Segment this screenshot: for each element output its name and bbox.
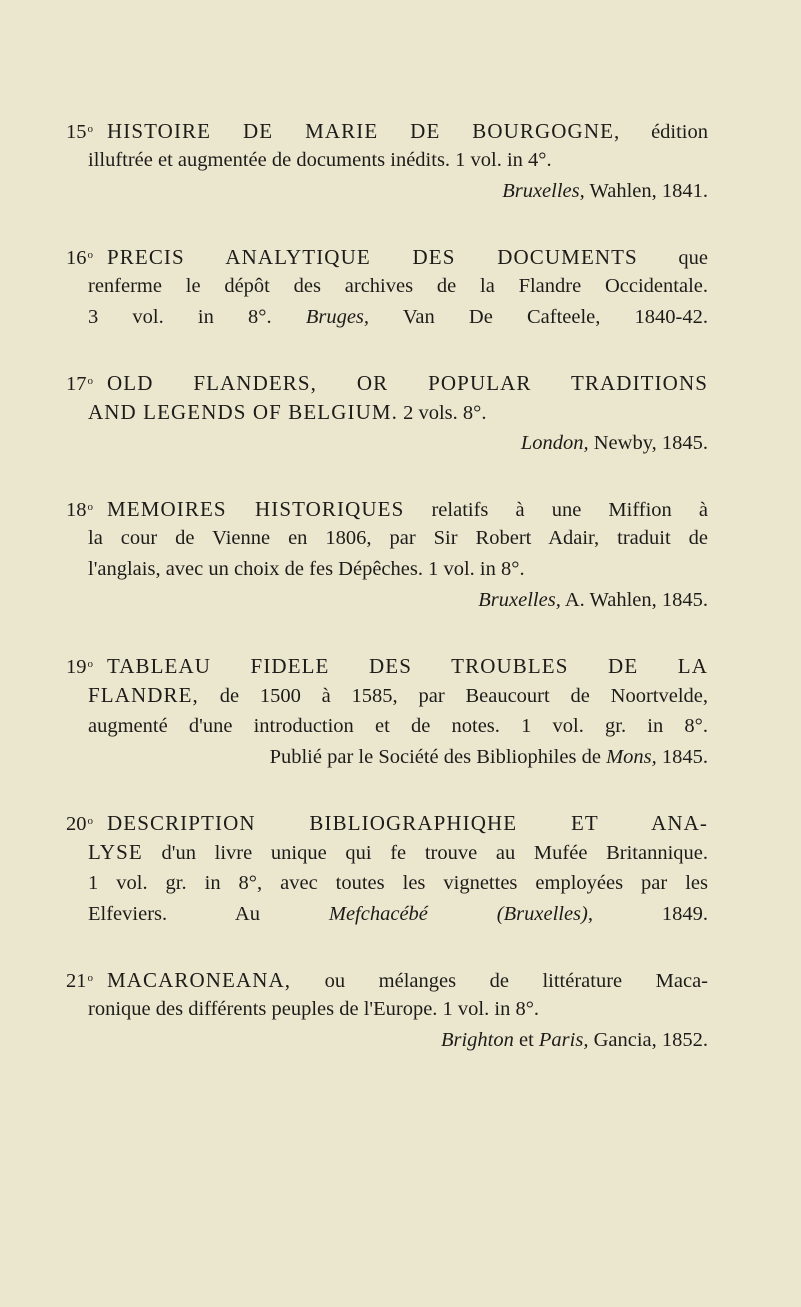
entry-20 — [0, 806, 801, 930]
entry-number: 18$^o$ — [66, 499, 93, 521]
entry-imprint — [0, 585, 801, 616]
entry-number: 17$^o$ — [66, 373, 93, 395]
entry-heading — [0, 806, 708, 837]
entry-number: 20$^o$ — [66, 813, 93, 835]
entry-16 — [0, 240, 801, 333]
entry-line: la cour de Vienne en 1806, par Sir Robert Adair, traduit de — [88, 527, 708, 549]
imprint-rest: Newby, 1845. — [593, 432, 708, 454]
entry-line: illuftrée et augmentée de documents inédits. 1 vol. in 4°. — [88, 149, 552, 171]
entry-imprint — [0, 899, 708, 930]
entry-imprint — [0, 1025, 801, 1056]
imprint-rest: 1849. — [661, 903, 709, 925]
imprint-rest: Van De Cafteele, 1840-42. — [402, 306, 709, 328]
entry-18 — [0, 492, 801, 616]
imprint-prefix: 3 vol. in 8°. — [88, 306, 272, 328]
entry-21 — [0, 963, 801, 1056]
entry-imprint — [0, 302, 708, 333]
imprint-rest: 1845. — [661, 746, 708, 768]
entry-heading — [0, 649, 708, 680]
imprint-place: London, — [520, 432, 589, 454]
imprint-rest: Gancia, 1852. — [593, 1029, 708, 1051]
imprint-place-2: Brighton — [440, 1029, 514, 1051]
entry-title-rest: de 1500 à 1585, par Beaucourt de Noortvelde, — [219, 685, 709, 707]
entry-title-rest: d'un livre unique qui fe trouve au Mufée Britannique. — [161, 842, 709, 864]
entry-line: 1 vol. gr. in 8°, avec toutes les vignettes employées par les — [88, 872, 708, 894]
entry-title: MEMOIRES HISTORIQUES — [107, 497, 405, 521]
imprint-place: Bruxelles, — [478, 589, 561, 611]
imprint-rest: Wahlen, 1841. — [589, 180, 708, 202]
imprint-place: Mefchacébé (Bruxelles), — [328, 903, 593, 925]
imprint-place: Mons, — [606, 746, 657, 768]
entry-line: l'anglais, avec un choix de fes Dépêches. 1 vol. in 8°. — [88, 558, 525, 580]
entry-title-rest: édition — [651, 121, 708, 143]
entry-line — [0, 680, 708, 711]
entry-heading — [0, 114, 708, 145]
entry-line — [0, 837, 708, 868]
imprint-and: et — [518, 1029, 534, 1051]
imprint-rest: A. Wahlen, 1845. — [564, 589, 708, 611]
entry-heading — [0, 492, 708, 523]
entry-title: OLD FLANDERS, OR POPULAR TRADITIONS — [107, 371, 708, 395]
entry-title: MACARONEANA, — [107, 968, 292, 992]
imprint-prefix: Publié par le Société des Bibliophiles de — [269, 746, 601, 768]
entry-heading — [0, 963, 708, 994]
entry-line: renferme le dépôt des archives de la Flandre Occidentale. — [88, 275, 708, 297]
entry-number: 15$^o$ — [66, 121, 93, 143]
entry-title-rest: relatifs à une Miffion à — [431, 499, 709, 521]
entry-title-rest: 2 vols. 8°. — [403, 402, 487, 424]
entry-title-rest: ou mélanges de littérature Maca- — [324, 970, 708, 992]
entry-line — [0, 397, 801, 428]
entry-imprint — [0, 428, 801, 459]
entry-title-cont: AND LEGENDS OF BELGIUM. — [88, 400, 398, 424]
entry-heading — [0, 366, 708, 397]
entry-title: HISTOIRE DE MARIE DE BOURGOGNE, — [107, 119, 621, 143]
entry-19 — [0, 649, 801, 773]
entry-15 — [0, 114, 801, 207]
imprint-pre: Au — [234, 903, 260, 925]
entry-number: 21$^o$ — [66, 970, 93, 992]
entry-line: augmenté d'une introduction et de notes. 1 vol. gr. in 8°. — [88, 715, 708, 737]
entry-number: 16$^o$ — [66, 247, 93, 269]
entry-title-rest: que — [678, 247, 708, 269]
imprint-place: Bruxelles, — [502, 180, 585, 202]
entry-imprint — [0, 742, 801, 773]
entry-17 — [0, 366, 801, 459]
entry-title-cont: FLANDRE, — [88, 683, 199, 707]
entry-line: ronique des différents peuples de l'Europe. 1 vol. in 8°. — [88, 998, 540, 1020]
entry-number: 19$^o$ — [66, 656, 93, 678]
entry-title-cont: LYSE — [88, 840, 143, 864]
entry-imprint — [0, 176, 801, 207]
imprint-place: Bruges, — [305, 306, 370, 328]
entry-title: DESCRIPTION BIBLIOGRAPHIQHE ET ANA- — [107, 811, 708, 835]
entry-title: TABLEAU FIDELE DES TROUBLES DE LA — [107, 654, 708, 678]
entry-heading — [0, 240, 708, 271]
entry-title: PRECIS ANALYTIQUE DES DOCUMENTS — [107, 245, 638, 269]
imprint-place: Paris, — [538, 1029, 589, 1051]
imprint-prefix: Elfeviers. — [88, 903, 168, 925]
catalogue-entries — [0, 114, 801, 1089]
